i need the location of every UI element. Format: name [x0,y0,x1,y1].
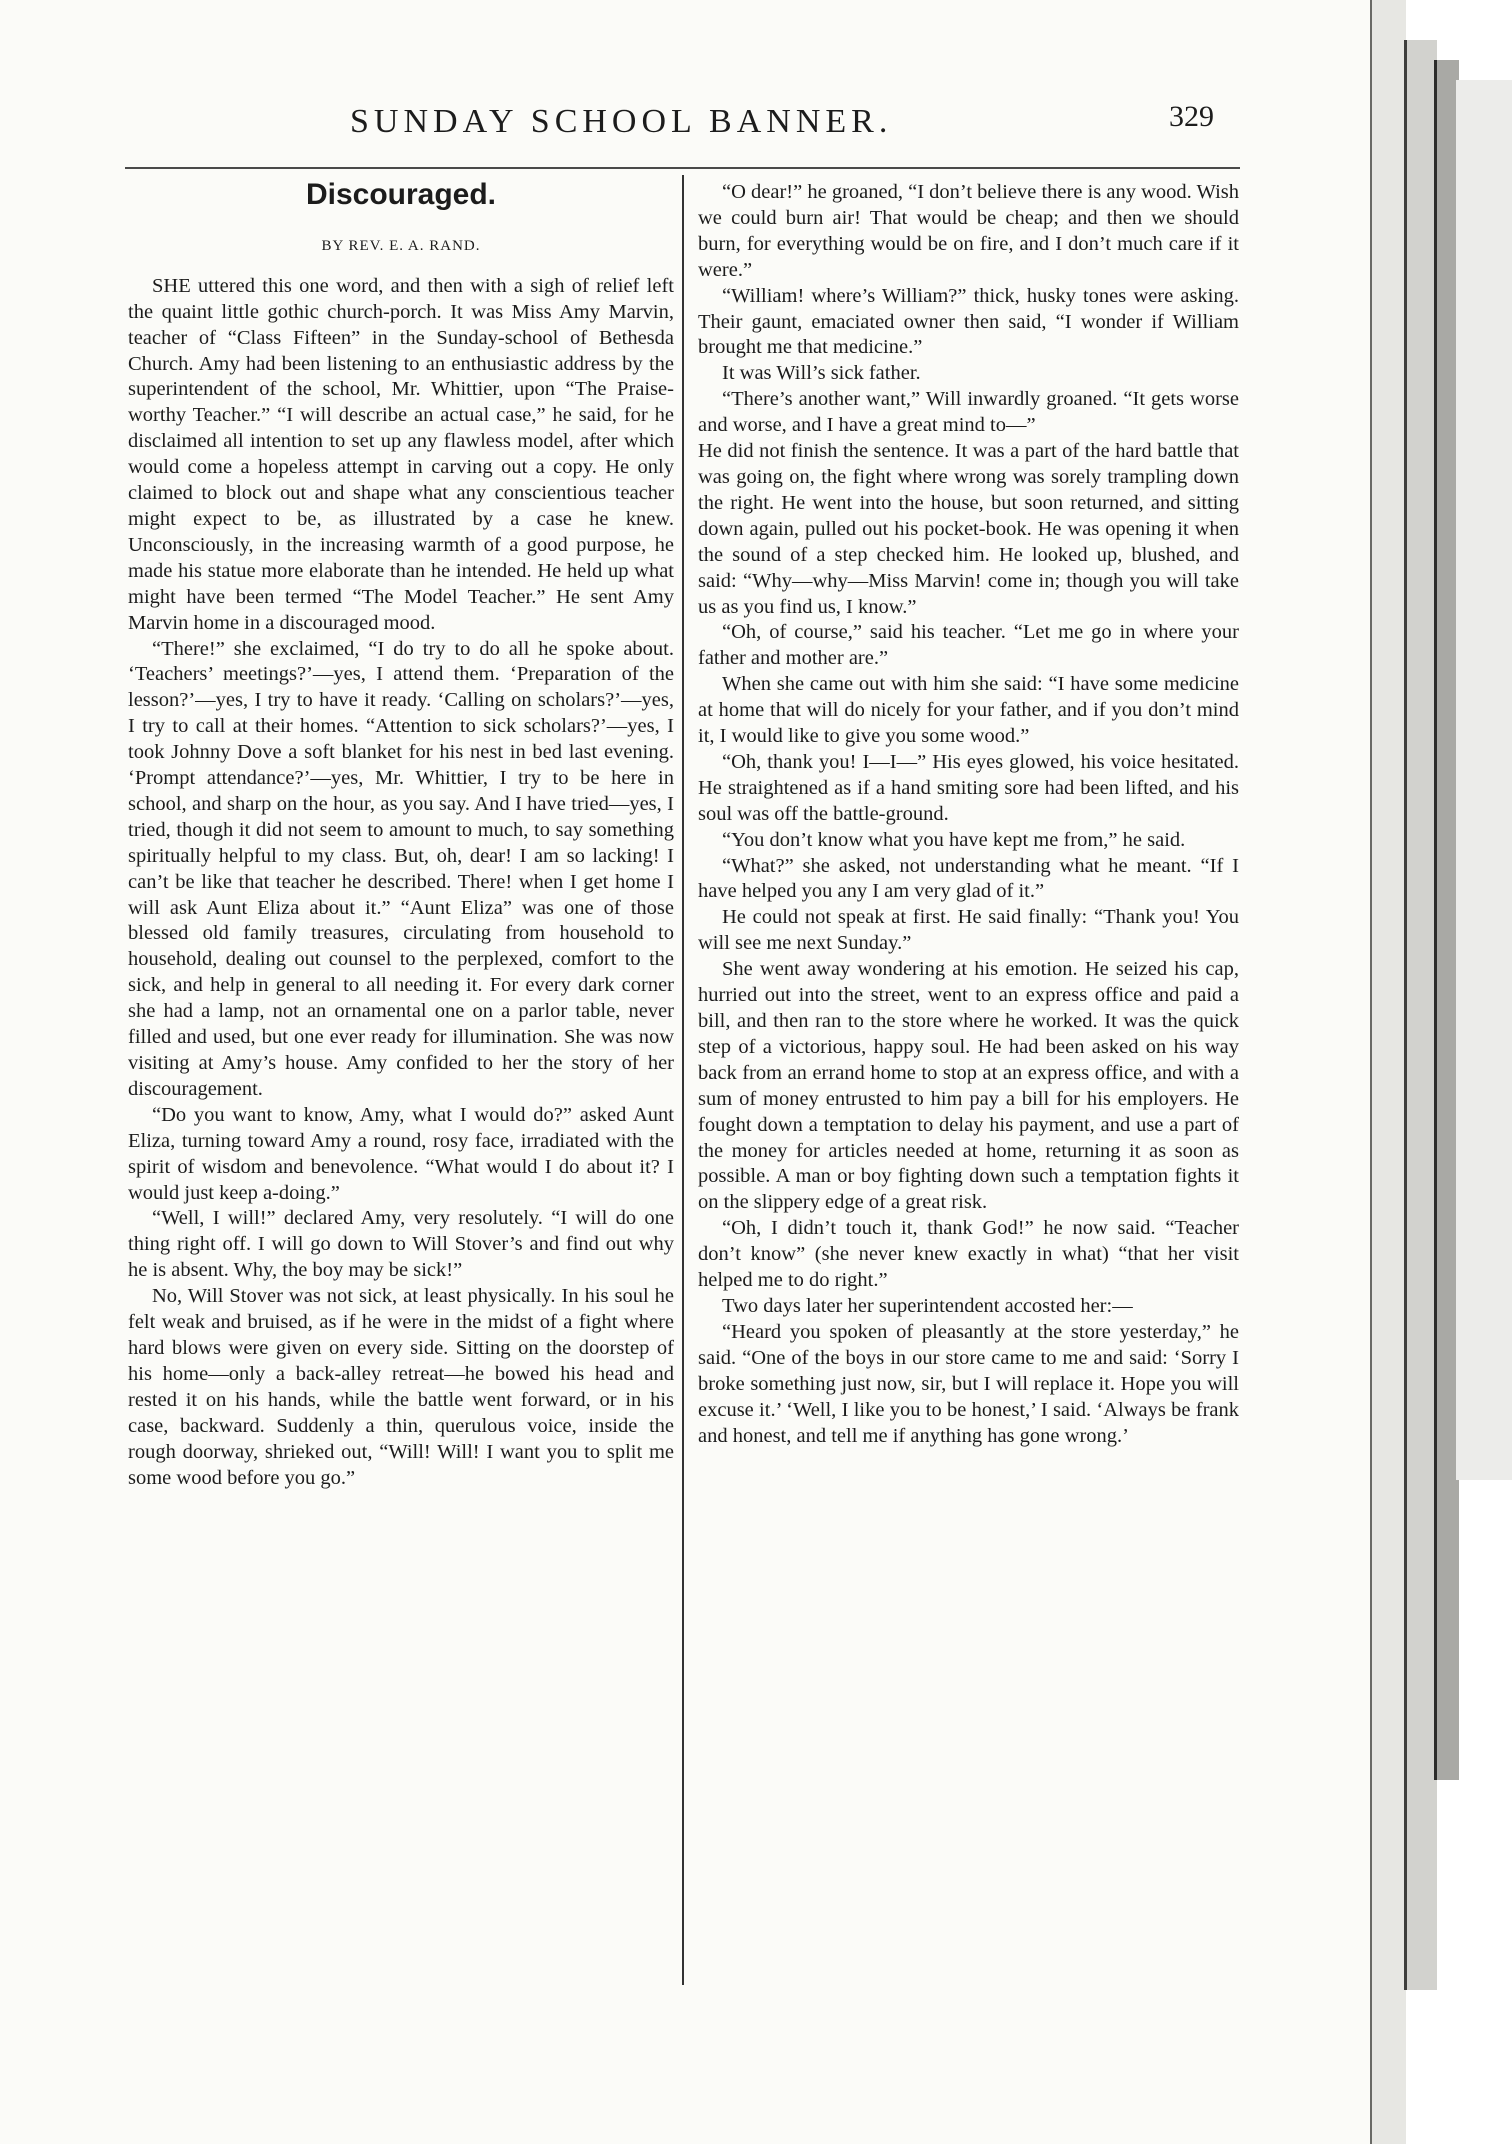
paragraph: “William! where’s William?” thick, husky tones were asking. Their gaunt, emaciated owner then said, “I wonder if William brought me that medicine.” [698,284,1239,359]
paragraph: “Well, I will!” declared Amy, very resolutely. “I will do one thing right off. I will go down to Will Stover’s and find out why he is absent. Why, the boy may be sick!” [128,1207,674,1282]
paragraph: “Oh, thank you! I—I—” His eyes glowed, his voice hesitated. He straightened as if a hand smiting sore had been lifted, and his soul was off the battle-ground. [698,750,1239,825]
paragraph: No, Will Stover was not sick, at least physically. In his soul he felt weak and bruised, as if he were in the midst of a fight where hard blows were given on every side. Sitting on the doorstep of his home—only a back-alley retreat—he bowed his head and rested it on his hands, while the battle went forward, or in his case, backward. Suddenly a thin, querulous voice, inside the rough doorway, shrieked out, “Will! Will! I want you to split me some wood before you go.” [128,1285,674,1489]
paragraph: “Heard you spoken of pleasantly at the store yesterday,” he said. “One of the boys in our store came to me and said: ‘Sorry I broke something just now, sir, but I will replace it. Hope you will excuse it.’ ‘Well, I like you to be honest,’ I said. ‘Always be frank and honest, and tell me if anything has gone wrong.’ [698,1320,1239,1447]
paragraph: “What?” she asked, not understanding what he meant. “If I have helped you any I am very glad of it.” [698,854,1239,903]
paragraph: When she came out with him she said: “I have some medicine at home that will do nicely for your father, and if you don’t mind it, I would like to give you some wood.” [698,673,1239,748]
paragraph: It was Will’s sick father. [722,362,921,385]
running-header-title: SUNDAY SCHOOL BANNER. [350,103,893,140]
right-column [698,180,1239,1449]
paragraph: He could not speak at first. He said finally: “Thank you! You will see me next Sunday.” [698,906,1239,955]
header-rule [125,167,1240,169]
article-title: Discouraged. [305,178,497,211]
paragraph: “Oh, of course,” said his teacher. “Let me go in where your father and mother are.” [698,621,1239,670]
column-divider [682,175,684,1985]
paragraph: “There’s another want,” Will inwardly groaned. “It gets worse and worse, and I have a great mind to—” [698,388,1239,437]
paragraph: “Oh, I didn’t touch it, thank God!” he now said. “Teacher don’t know” (she never knew exactly in what) “that her visit helped me to do right.” [698,1217,1239,1292]
page-edge-stack [1370,0,1406,2144]
paragraph: “There!” she exclaimed, “I do try to do all he spoke about. ‘Teachers’ meetings?’—yes, I attend them. ‘Preparation of the lesson?’—yes, I try to have it ready. ‘Calling on scholars?’—yes, I try to call at their homes. “Attention to sick scholars?’—yes, I took Johnny Dove a soft blanket for his nest in bed last evening. ‘Prompt attendance?’—yes, Mr. Whittier, I try to be here in school, and sharp on the hour, as you say. And I have tried—yes, I tried, though it did not seem to amount to much, to say something spiritually helpful to my class. But, oh, dear! I am so lacking! I can’t be like that teacher he described. There! when I get home I will ask Aunt Eliza about it.” “Aunt Eliza” was one of those blessed old family treasures, circulating from household to household, dealing out counsel to the perplexed, comfort to the sick, and help in general to all needing it. For every dark corner she had a lamp, not an ornamental one on a parlor table, never filled and used, but one ever ready for illumination. She was now visiting at Amy’s house. Amy confided to her the story of her discouragement. [128,637,674,1100]
article-byline: BY REV. E. A. RAND. [321,237,481,254]
page-edge-stack [1404,40,1437,1990]
paragraph: “O dear!” he groaned, “I don’t believe there is any wood. Wish we could burn air! That would be cheap; and then we should burn, for everything would be on fire, and I don’t much care if it were.” [698,181,1239,281]
paragraph: “You don’t know what you have kept me from,” he said. [722,828,1186,851]
page-number: 329 [1169,100,1214,133]
paragraph: SHE uttered this one word, and then with a sigh of relief left the quaint little gothic church-porch. It was Miss Amy Marvin, teacher of “Class Fifteen” in the Sunday-school of Bethesda Church. Amy had been listening to an enthusiastic address by the superintendent of the school, Mr. Whittier, upon “The Praiseworthy Teacher.” “I will describe an actual case,” he said, for he disclaimed all intention to set up any flawless model, after which would come a hopeless attempt in carving out a copy. He only claimed to block out and shape what any conscientious teacher might expect to be, as illustrated by a case he knew. Unconsciously, in the increasing warmth of a good purpose, he made his statue more elaborate than he intended. He held up what might have been termed “The Model Teacher.” He sent Amy Marvin home in a discouraged mood. [128,274,674,634]
paragraph: Two days later her superintendent accosted her:— [722,1294,1133,1317]
paragraph: “Do you want to know, Amy, what I would do?” asked Aunt Eliza, turning toward Amy a round, rosy face, irradiated with the spirit of wisdom and benevolence. “What would I do about it? I would just keep a-doing.” [128,1103,674,1204]
left-column [128,180,674,1491]
page-edge-stack [1456,80,1512,1480]
paragraph: She went away wondering at his emotion. He seized his cap, hurried out into the street, went to an express office and paid a bill, and then ran to the store where he worked. It was the quick step of a victorious, happy soul. He had been asked on his way back from an errand home to stop at an express office, and with a sum of money entrusted to him pay a bill for his employers. He fought down a temptation to delay his payment, and use a part of the money for articles needed at home, returning it as soon as possible. A man or boy fighting down such a temptation fights it on the slippery edge of a great risk. [698,958,1239,1214]
paragraph: He did not finish the sentence. It was a part of the hard battle that was going on, the fight where wrong was sorely trampling down the right. He went into the house, but soon returned, and sitting down again, pulled out his pocket-book. He was opening it when the sound of a step checked him. He looked up, blushed, and said: “Why—why—Miss Marvin! come in; though you will take us as you find us, I know.” [698,440,1239,618]
